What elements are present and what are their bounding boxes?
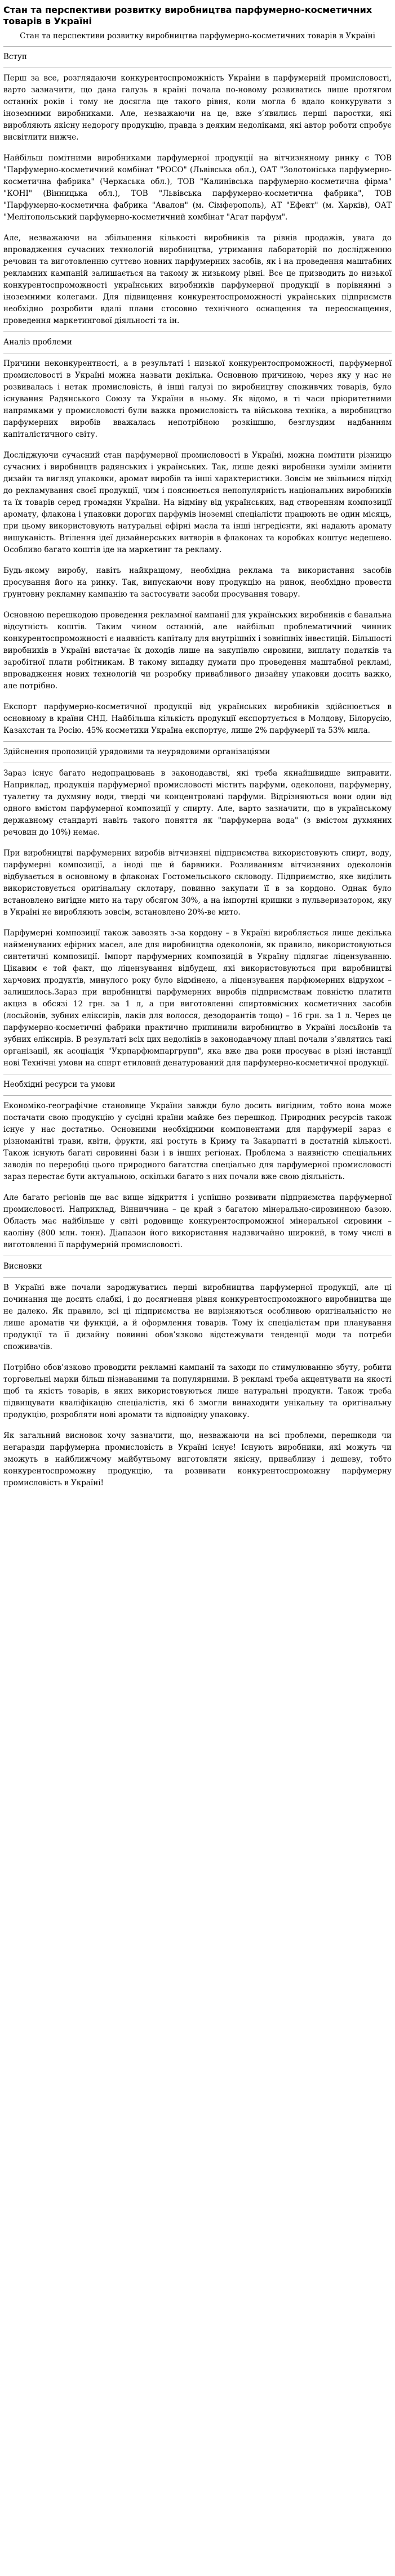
paragraph: Потрібно обов’язково проводити рекламні кампанії та заходи по стимулюванню збуту, робити торговельні марки більш пізнаваними та популярними. В рекламі треба акцентувати на якості щоб та якість товарів, в яких використовуються лише натуральні продукти. Також треба підвищувати кваліфікацію спеціалістів, які б змогли винаходити унікальну та оригінальну продукцію, розробляти нові аромати та відповідну упаковку. xyxy=(3,1363,392,1419)
paragraph: Причини неконкурентності, а в результаті і низької конкурентоспроможності, парфумерної промисловості в Україні можна назвати декілька. Основною причиною, через яку у нас не розвивалась і нетак промисловість, й інші галузі по виробництву споживчих товарів, було існування Радянського Союзу та України в ньому. Як відомо, в ті часи пріоритетними напрямками у промисловості були важка промисловість та військова техніка, а виробництво парфумерних виробів вважалась непотрібною розкішшю, безглуздим надбанням капіталістичного світу. xyxy=(3,359,392,439)
divider xyxy=(3,1277,392,1278)
paragraph: Парфумерні композиції також завозять з-за кордону – в Україні виробляється лише декілька найменуваних ефірних масел, але для виробництва одеколонів, як правило, використовуються синтетичні композиції. Імпорт парфумерних композицій в Україну підлягає ліцензуванню. Цікавим є той факт, що ліцензування відбудеш, які використовуються при виробництві харчових продуктів, минулого року було відмінено, а ліцензування парфюмерних відрухом – залишилось.Зараз при виробництві парфумерних виробів підприємствам повністю платити акциз в обсязі 12 грн. за 1 л, а при виготовленні спиртовмісних косметичних засобів (лосьйонів, зубних еліксирів, лаків для волосся, дезодорантів тощо) – 16 грн. за 1 л. Через це парфумерно-косметичні фабрики практично припинили виробництво в Україні лосьйонів та зубних еліксирів. В результаті всіх цих недоліків в законодавчому плані почали з’являтись такі організації, як асоціація "Укрпарфюмпаргрупп", яка вже два роки просуває в різні інстанції нові Технічні умови на спирт етиловий денатурований для парфумерно-косметичної продукції. xyxy=(3,929,392,1068)
section-title-intro: Вступ xyxy=(3,52,27,61)
paragraph: Перш за все, розглядаючи конкурентоспроможність України в парфумерній промисловості, варто зазначити, що дана галузь в країні почала по-новому розвиватись лише протягом останніх років і тому не досягла ще такого рівня, коли могла б вдало конкурувати з іноземними виробниками. Але, незважаючи на це, вже з’явились перші паростки, які виробляють якісну недорогу продукцію, правда з деяким недоліками, які автор роботи спробує висвітлити нижче. xyxy=(3,74,392,142)
divider xyxy=(3,46,392,47)
paragraph: Економіко-географічне становище України завжди було досить вигідним, тобто вона може постачати свою продукцію у сусідні країни майже без перешкод. Природних ресурсів також існує у нас достатньо. Основними необхідними компонентами для парфумерії зараз є різноманітні трави, квіти, фрукти, які ростуть в Криму та Закарпатті в достатній кількості. Також існують багаті сировинні бази і в інших регіонах. Проблема з наявністю спеціальних заводів по переробці цього природного багатства спеціально для парфумерної промисловості зараз перестає бути актуальною, оскільки багато з них почали вже свою діяльність. xyxy=(3,1101,392,1181)
paragraph: В Україні вже почали зароджуватись перші виробництва парфумерної продукції, але ці починання ще досить слабкі, і до досягнення рівня конкурентоспроможного виробництва ще не далеко. Як правило, всі ці підприємства не вирізняються особливою оригінальністю не лише ароматів чи функцій, а й оформлення товарів. Тому їх спеціалістам при планування продукції та її дизайну повинні обов’язково відстежувати тенденції моди та потреби споживачів. xyxy=(3,1283,392,1351)
paragraph: Будь-якому виробу, навіть найкращому, необхідна реклама та використання засобів просування його на ринку. Так, випускаючи нову продукцію на ринок, необхідно провести ґрунтовну рекламну кампанію та застосувати засоби просування товару. xyxy=(3,566,392,599)
paragraph: Досліджуючи сучасний стан парфумерної промисловості в Україні, можна помітити різницю сучасних і виробництв радянських і українських. Так, лише деякі виробники зуміли змінити дизайн та вигляд упаковки, аромат виробів та інші характеристики. Зовсім не звільнися підхід до рекламування своєї продукції, чим і пояснюється непопулярність національних виробників та їх товарів серед громадян України. На відміну від українських, над створенням композиції аромату, флакона і упаковки дорогих парфумів іноземні спеціалісти працюють не один місяць, при цьому використовують натуральні ефірні масла та інші інгредієнти, які надають аромату вишуканість. Втілення ідеї дизайнерських витворів в флаконах та коробках коштує недешево. Особливо багато коштів іде на маркетинг та рекламу. xyxy=(3,451,392,554)
paragraph: Найбільш помітними виробниками парфумерної продукції на вітчизняному ринку є ТОВ "Парфумерно-косметичний комбінат "РОСО" (Львівська обл.), ОАТ "Золотоніська парфумерно-косметична фабрика" (Черкаська обл.), ТОВ "Калинівська парфумерно-косметична фірма" "КОНІ" (Вінницька обл.), ТОВ "Львівська парфумерно-косметична фабрика", ТОВ "Парфумерно-косметична фабрика "Авалон" (м. Сімферополь), АТ "Ефект" (м. Харків), ОАТ "Мелітопольський парфумерно-косметичний комбінат "Агат парфум". xyxy=(3,154,392,222)
paragraph: Але, незважаючи на збільшення кількості виробників та рівнів продажів, увага до впровадження сучасних технологій виробництва, утримання лабораторій по дослідженню речовин та виготовленню суттєво новних парфумерних засобів, як і на проведення маштабних рекламних кампаній залишається на такому ж низькому рівні. Все це призводить до низької конкурентоспроможності українських виробників парфумерної продукції в порівнянні з іноземними колегами. Для підвищення конкурентоспроможності українських підприємств необхідно розробити вдалі плани стосовно технічного оснащення та переоснащення, проведення маркетингової діяльності та ін. xyxy=(3,234,392,325)
article-subtitle: Стан та перспективи розвитку виробництва парфумерно-косметичних товарів в Україні xyxy=(20,32,375,41)
divider xyxy=(3,741,392,742)
section-title-conditions: Необхідні ресурси та умови xyxy=(3,1080,116,1089)
paragraph: Зараз існує багато недопрацювань в законодавстві, які треба якнайшвидше виправити. Наприклад, продукція парфумерної промисловості містить парфуми, одеколони, парфумерну, туалетну та духмяну води, тверді чи концентровані парфуми. Відрізняються вони один від одного вмістом парфумерної композиції у спирту. Але, варто зазначити, що в українському державному стандарті навіть такого поняття як "парфумерна вода" (з вмістом духмяних речовин до 10%) немає. xyxy=(3,769,392,837)
section-title-analysis: Аналіз проблеми xyxy=(3,338,72,347)
section-title-regulation: Здійснення пропозицій урядовими та неурядовими організаціями xyxy=(3,747,270,756)
paragraph: При виробництві парфумерних виробів вітчизняні підприємства використовують спирт, воду, парфумерні композиції, а іноді ще й барвники. Розливанням вітчизняних одеколонів відбувається в основному в флаконах Гостомельського скловоду. Підприємство, яке виділить використовується оригінальну склотару, повинно закупати її в за кордоно. Однак було встановлено вигідне мито на тару обсягом 30%, а на імпортні кришки з пульверизатором, яку в Україні не виробляють зовсім, встановлено 20%-ве мито. xyxy=(3,849,392,917)
paragraph: Основною перешкодою проведення рекламної кампанії для українських виробників є банальна відсутність коштів. Таким чином останній, але найбільш проблематичний чинник конкурентоспроможності є наявність капіталу для внутрішніх і зовнішніх інвестицій. Більшості виробників в Україні вистачає їх доходів лише на закупівлю сировини, виплату податків та заробітної плати робітникам. В такому випадку думати про проведення маштабної рекламі, впровадження нових технологій чи розробку привабливого дизайну упаковки досить важко, але потрібно. xyxy=(3,611,392,691)
paragraph: Експорт парфумерно-косметичної продукції від українських виробників здійснюється в основному в країни СНД. Найбільша кількість продукції експортується в Молдову, Білорусію, Казахстан та Росію. 45% косметики Україна експортує, лише 2% парфумерії та 53% мила. xyxy=(3,702,392,735)
paragraph: Але багато регіонів ще вас вище відкриття і успішно розвивати підприємства парфумерної промисловості. Наприклад, Вінниччина – це край з багатою мінерально-сировинною базою. Область має найбільше у світі родовище конкурентоспроможної мінеральної сировини – каоліну (800 млн. тонн). Діапазон його використання надзвичайно широкий, в тому числі в виготовленні її парфумерній промисловості. xyxy=(3,1193,392,1249)
divider xyxy=(3,1095,392,1096)
divider xyxy=(3,331,392,332)
section-title-conclusions: Висновки xyxy=(3,1262,42,1271)
article-title: Стан та перспективи розвитку виробництва парфумерно-косметичних товарів в Україні xyxy=(3,5,372,26)
paragraph: Як загальний висновок хочу зазначити, що, незважаючи на всі проблеми, перешкоди чи негаразди парфумерна промисловість в Україні існує! Існують виробники, які можуть чи зможуть в найближчому майбутньому виготовляти якісну, привабливу і дешеву, тобто конкурентоспроможну продукцію, та розвивати конкурентоспроможну парфумерну промисловість в Україні! xyxy=(3,1431,392,1488)
